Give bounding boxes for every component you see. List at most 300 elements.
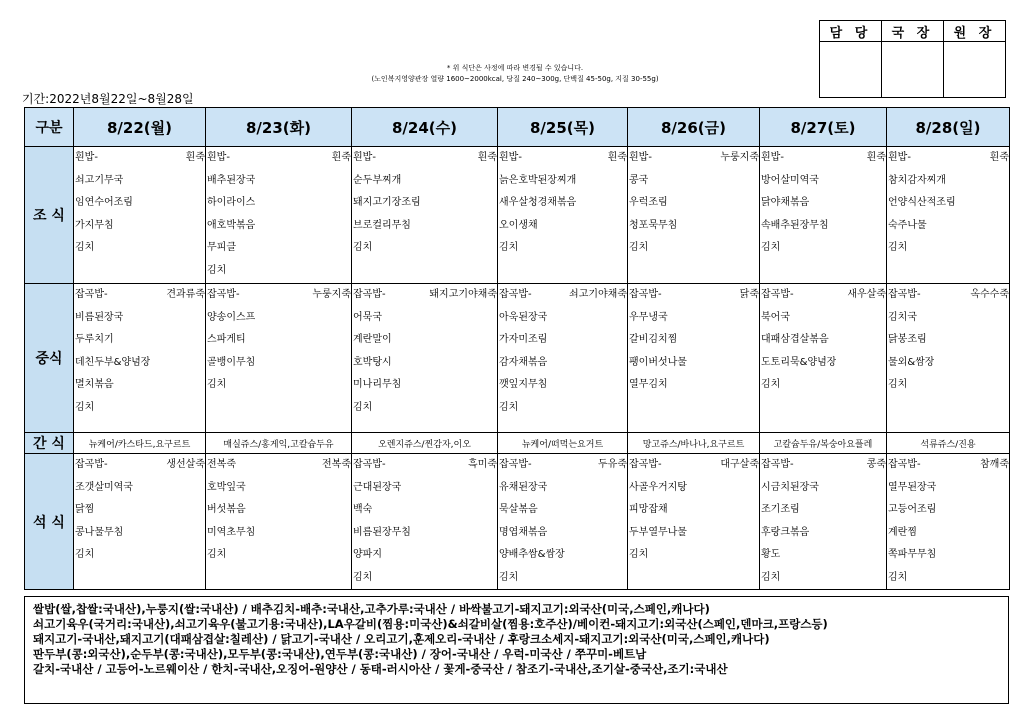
menu-item-text: 순두부찌개 (353, 174, 402, 186)
menu-item (888, 170, 1009, 193)
menu-item-text: 오이생채 (499, 219, 538, 231)
menu-item (629, 329, 759, 352)
signature-cell (820, 42, 882, 98)
menu-item (761, 352, 886, 375)
menu-cell (352, 147, 498, 284)
menu-item-text: 북어국 (761, 311, 790, 323)
date-header: 8/28(일) (887, 108, 1010, 147)
menu-item (888, 454, 1009, 477)
menu-item (761, 477, 886, 500)
menu-item (629, 544, 759, 567)
menu-item-text: 우럭조림 (629, 197, 668, 208)
menu-item (75, 307, 205, 330)
menu-item (629, 374, 759, 397)
menu-item-text: 잡곡밥- (353, 289, 386, 300)
menu-cell (74, 454, 206, 590)
menu-item (207, 307, 351, 330)
menu-item-text: 팽이버섯나물 (629, 356, 687, 368)
menu-item-text: 골뱅이무침 (207, 356, 256, 368)
menu-item (207, 170, 351, 193)
menu-item-text: 두루치기 (75, 334, 114, 345)
menu-item-text: 대구살죽 (720, 459, 759, 470)
menu-item (761, 237, 886, 260)
menu-item-text: 잡곡밥- (499, 459, 532, 470)
menu-item-text: 감자채볶음 (499, 356, 548, 368)
menu-item (207, 260, 351, 283)
menu-item (629, 170, 759, 193)
menu-item (499, 284, 627, 307)
menu-item (75, 237, 205, 260)
menu-item-text: 김치 (75, 401, 95, 413)
date-header: 8/22(월) (74, 108, 206, 147)
menu-item (499, 307, 627, 330)
menu-item-text: 열무된장국 (888, 481, 937, 493)
menu-item-text: 쇠고기야채죽 (569, 289, 627, 300)
menu-item-text: 양파지 (353, 549, 382, 560)
menu-item (499, 397, 627, 420)
menu-item-text: 백숙 (353, 504, 373, 515)
menu-item (353, 307, 497, 330)
menu-item-text: 흰밥- (629, 152, 652, 163)
origin-line: 쇠고기육우(국거리:국내산),쇠고기육우(불고기용:국내산),LA우갈비(찜용:미국산)&쇠갈비살(찜용:호주산)/베이컨-돼지고기:외국산(스페인,덴마크,프랑스등) (33, 617, 828, 631)
menu-item (353, 329, 497, 352)
date-header: 8/24(수) (352, 108, 498, 147)
snack-cell: 고칼슘두유/복숭아요플레 (760, 433, 887, 454)
menu-item (499, 522, 627, 545)
menu-item-text: 계란말이 (353, 334, 392, 345)
origin-line: 돼지고기-국내산,돼지고기(대패삼겹살:칠레산) / 닭고기-국내산 / 오리고기,훈제오리-국내산 / 후랑크소세지-돼지고기:외국산(미국,스페인,캐나다) (33, 632, 770, 646)
menu-item-text: 어묵국 (353, 311, 382, 323)
menu-cell (498, 147, 628, 284)
menu-item-text: 호박잎국 (207, 481, 246, 493)
origin-line: 쌀밥(쌀,찹쌀:국내산),누룽지(쌀:국내산) / 배추김치-배추:국내산,고추가루:국내산 / 바싹불고기-돼지고기:외국산(미국,스페인,캐나다) (33, 602, 710, 616)
menu-item-text: 쇠고기무국 (75, 174, 124, 186)
menu-item (353, 170, 497, 193)
menu-cell (206, 147, 352, 284)
menu-item (761, 329, 886, 352)
menu-item-text: 묵살볶음 (499, 504, 538, 515)
menu-item (499, 567, 627, 590)
menu-item (761, 307, 886, 330)
menu-item-text: 쪽파무무침 (888, 549, 937, 560)
menu-item-text: 언양식산적조림 (888, 197, 956, 208)
menu-item (629, 215, 759, 238)
menu-item-text: 비름된장무침 (353, 526, 411, 538)
menu-item-text: 새우살청경채볶음 (499, 197, 577, 208)
menu-cell (887, 284, 1010, 433)
signature-cell (944, 42, 1006, 98)
menu-item-text: 흰죽 (185, 152, 205, 163)
menu-item-text: 사골우거지탕 (629, 481, 687, 493)
category-breakfast: 조 식 (25, 147, 74, 284)
menu-item-text: 김치 (75, 549, 95, 560)
date-header: 8/25(목) (498, 108, 628, 147)
menu-item (207, 329, 351, 352)
menu-item (888, 477, 1009, 500)
date-header: 8/27(토) (760, 108, 887, 147)
menu-item-text: 물외&쌈장 (888, 356, 935, 368)
menu-item (629, 499, 759, 522)
menu-item-text: 김치 (629, 242, 649, 253)
menu-item-text: 대패삼겹살볶음 (761, 334, 829, 345)
menu-item-text: 흰죽 (331, 152, 351, 163)
menu-item (499, 544, 627, 567)
menu-item-text: 콩나물무침 (75, 526, 124, 538)
menu-item (888, 192, 1009, 215)
date-header: 8/23(화) (206, 108, 352, 147)
menu-item-text: 누룽지죽 (312, 289, 351, 300)
menu-cell (887, 147, 1010, 284)
notice (300, 63, 730, 85)
menu-item (207, 215, 351, 238)
category-dinner: 석 식 (25, 454, 74, 590)
menu-item (629, 522, 759, 545)
menu-cell (760, 454, 887, 590)
menu-cell (352, 454, 498, 590)
menu-item-text: 잡곡밥- (499, 289, 532, 300)
menu-item-text: 콩죽 (866, 459, 886, 470)
menu-item (761, 215, 886, 238)
menu-item (888, 374, 1009, 397)
menu-item-text: 잡곡밥- (629, 459, 662, 470)
menu-item (499, 374, 627, 397)
menu-item-text: 계란찜 (888, 526, 917, 538)
menu-item-text: 흰밥- (888, 152, 911, 163)
menu-item (75, 374, 205, 397)
menu-item (761, 454, 886, 477)
menu-item-text: 돼지고기장조림 (353, 197, 421, 208)
menu-item-text: 전복죽 (322, 459, 351, 470)
menu-item (207, 192, 351, 215)
menu-item (629, 237, 759, 260)
menu-item (75, 284, 205, 307)
menu-item-text: 양배추쌈&쌈장 (499, 549, 565, 560)
menu-item-text: 방어살미역국 (761, 174, 819, 186)
menu-item-text: 무피클 (207, 242, 236, 253)
menu-item-text: 열무김치 (629, 379, 668, 390)
menu-cell (74, 284, 206, 433)
menu-item-text: 두유죽 (598, 459, 627, 470)
approval-label: 원 장 (944, 21, 1006, 42)
menu-item-text: 멸치볶음 (75, 379, 114, 390)
menu-item (629, 477, 759, 500)
menu-cell (74, 147, 206, 284)
category-lunch: 중식 (25, 284, 74, 433)
menu-item-text: 닭야채볶음 (761, 197, 810, 208)
menu-item (629, 192, 759, 215)
menu-item-text: 김치 (353, 242, 373, 253)
menu-item-text: 흰밥- (75, 152, 98, 163)
menu-item-text: 닭죽 (739, 289, 759, 300)
menu-item-text: 비름된장국 (75, 311, 124, 323)
menu-item (888, 215, 1009, 238)
menu-item-text: 애호박볶음 (207, 219, 256, 231)
menu-item-text: 잡곡밥- (353, 459, 386, 470)
menu-item (888, 567, 1009, 590)
menu-item (761, 284, 886, 307)
menu-item-text: 김치 (888, 242, 908, 253)
menu-item-text: 김치 (761, 242, 781, 253)
menu-cell (628, 147, 760, 284)
snack-cell: 뉴케어/카스타드,요구르트 (74, 433, 206, 454)
menu-item (761, 499, 886, 522)
menu-item (499, 477, 627, 500)
menu-item-text: 잡곡밥- (75, 459, 108, 470)
menu-item (353, 215, 497, 238)
menu-item (75, 329, 205, 352)
origin-line: 갈치-국내산 / 고등어-노르웨이산 / 한치-국내산,오징어-원양산 / 동태-러시아산 / 꽃게-중국산 / 참조기-국내산,조기살-중국산,조기:국내산 (33, 662, 728, 676)
menu-item (207, 237, 351, 260)
menu-item-text: 황도 (761, 549, 781, 560)
menu-item-text: 흰죽 (477, 152, 497, 163)
menu-item-text: 흑미죽 (468, 459, 497, 470)
menu-item (207, 284, 351, 307)
menu-item (888, 237, 1009, 260)
approval-box (819, 20, 1006, 98)
menu-item (353, 397, 497, 420)
menu-item-text: 잡곡밥- (761, 289, 794, 300)
menu-item (207, 522, 351, 545)
menu-item-text: 피망잡채 (629, 504, 668, 515)
menu-item-text: 흰죽 (989, 152, 1009, 163)
menu-item-text: 생선살죽 (166, 459, 205, 470)
menu-item-text: 잡곡밥- (75, 289, 108, 300)
menu-item (499, 454, 627, 477)
menu-item-text: 김치 (207, 264, 227, 276)
menu-item (353, 237, 497, 260)
menu-item-text: 유채된장국 (499, 481, 548, 493)
menu-item (761, 374, 886, 397)
snack-cell: 매실쥬스/홍게익,고칼슘두유 (206, 433, 352, 454)
menu-item-text: 고등어조림 (888, 504, 937, 515)
menu-item-text: 흰밥- (207, 152, 230, 163)
menu-item (499, 329, 627, 352)
menu-item (761, 567, 886, 590)
menu-item (629, 352, 759, 375)
menu-item-text: 깻잎지무침 (499, 379, 548, 390)
menu-cell (887, 454, 1010, 590)
menu-cell (760, 147, 887, 284)
menu-item (207, 499, 351, 522)
menu-item-text: 조기조림 (761, 504, 800, 515)
period-label: 기간:2022년8월22일~8월28일 (22, 92, 194, 106)
menu-item-text: 잡곡밥- (888, 459, 921, 470)
menu-item-text: 시금치된장국 (761, 481, 819, 493)
notice-line: * 위 식단은 사정에 따라 변경될 수 있습니다. (446, 64, 584, 72)
menu-table (24, 107, 1010, 590)
menu-item (499, 237, 627, 260)
menu-item-text: 아욱된장국 (499, 311, 548, 323)
menu-item-text: 조갯살미역국 (75, 481, 133, 493)
menu-item-text: 후랑크볶음 (761, 526, 810, 538)
menu-item (75, 170, 205, 193)
menu-item (207, 374, 351, 397)
menu-item-text: 김치 (888, 571, 908, 583)
menu-item-text: 잡곡밥- (207, 289, 240, 300)
menu-item-text: 호박탕시 (353, 356, 392, 368)
menu-item (75, 454, 205, 477)
menu-item-text: 잡곡밥- (761, 459, 794, 470)
menu-item (353, 477, 497, 500)
menu-item (75, 499, 205, 522)
menu-item-text: 가자미조림 (499, 334, 548, 345)
menu-item (629, 454, 759, 477)
menu-item (888, 307, 1009, 330)
menu-item-text: 돼지고기야채죽 (429, 289, 497, 300)
menu-item (75, 215, 205, 238)
menu-item (207, 454, 351, 477)
menu-item (75, 522, 205, 545)
menu-item (353, 454, 497, 477)
menu-item (888, 499, 1009, 522)
menu-item-text: 닭봉조림 (888, 334, 927, 345)
menu-cell (498, 284, 628, 433)
menu-item (75, 192, 205, 215)
menu-item-text: 청포묵무침 (629, 219, 678, 231)
menu-item (75, 477, 205, 500)
menu-item-text: 흰죽 (866, 152, 886, 163)
menu-item (761, 192, 886, 215)
menu-item (207, 147, 351, 170)
menu-item (761, 544, 886, 567)
approval-label: 국 장 (882, 21, 944, 42)
menu-item-text: 하이라이스 (207, 197, 256, 208)
menu-item-text: 김치 (761, 379, 781, 390)
header-corner: 구분 (25, 108, 74, 147)
menu-item (499, 215, 627, 238)
menu-item-text: 미역초무침 (207, 526, 256, 538)
menu-item-text: 콩국 (629, 174, 649, 186)
menu-item-text: 참깨죽 (980, 459, 1009, 470)
menu-item (888, 329, 1009, 352)
menu-item-text: 숙주나물 (888, 219, 927, 231)
menu-item-text: 김치 (353, 401, 373, 413)
menu-item-text: 닭찜 (75, 504, 95, 515)
menu-item-text: 버섯볶음 (207, 504, 246, 515)
menu-item (888, 147, 1009, 170)
menu-item (353, 567, 497, 590)
menu-item-text: 가지무침 (75, 219, 114, 231)
menu-item-text: 흰죽 (607, 152, 627, 163)
menu-item-text: 김치 (888, 379, 908, 390)
menu-item (888, 284, 1009, 307)
menu-item-text: 김치 (761, 571, 781, 583)
snack-cell: 망고쥬스/바나나,요구르트 (628, 433, 760, 454)
menu-item-text: 브로컬리무침 (353, 219, 411, 231)
menu-cell (498, 454, 628, 590)
menu-item (499, 192, 627, 215)
menu-item-text: 우무냉국 (629, 311, 668, 323)
menu-item (353, 544, 497, 567)
menu-item (629, 307, 759, 330)
date-header: 8/26(금) (628, 108, 760, 147)
menu-item-text: 김치 (499, 401, 519, 413)
menu-cell (628, 454, 760, 590)
menu-cell (760, 284, 887, 433)
menu-item-text: 김치 (75, 242, 95, 253)
menu-item-text: 옥수수죽 (970, 289, 1009, 300)
menu-item-text: 김치 (499, 571, 519, 583)
snack-cell: 오렌지쥬스/찐감자,이오 (352, 433, 498, 454)
menu-item (629, 147, 759, 170)
menu-cell (628, 284, 760, 433)
menu-item-text: 늙은호박된장찌개 (499, 174, 577, 186)
menu-item (353, 352, 497, 375)
menu-item-text: 잡곡밥- (888, 289, 921, 300)
menu-item-text: 김치 (207, 379, 227, 390)
menu-item-text: 갈비김치찜 (629, 334, 678, 345)
menu-item (888, 352, 1009, 375)
category-snack: 간 식 (25, 433, 74, 454)
menu-item (761, 147, 886, 170)
menu-item (499, 170, 627, 193)
menu-item-text: 흰밥- (353, 152, 376, 163)
menu-item-text: 근대된장국 (353, 481, 402, 493)
menu-item (75, 544, 205, 567)
menu-item-text: 전복죽 (207, 459, 236, 470)
menu-item (499, 352, 627, 375)
menu-item-text: 두부열무나물 (629, 526, 687, 538)
menu-item-text: 흰밥- (761, 152, 784, 163)
menu-item-text: 배추된장국 (207, 174, 256, 186)
menu-item-text: 양송이스프 (207, 311, 256, 323)
menu-item (888, 544, 1009, 567)
menu-cell (206, 284, 352, 433)
menu-item-text: 누룽지죽 (720, 152, 759, 163)
menu-item (353, 147, 497, 170)
menu-item-text: 데친두부&양념장 (75, 356, 151, 368)
menu-item (353, 522, 497, 545)
menu-item-text: 흰밥- (499, 152, 522, 163)
menu-item-text: 미나리무침 (353, 379, 402, 390)
menu-item-text: 명엽채볶음 (499, 526, 548, 538)
menu-item-text: 김치국 (888, 311, 917, 323)
menu-item (207, 352, 351, 375)
menu-item-text: 임연수어조림 (75, 197, 133, 208)
menu-item (499, 147, 627, 170)
menu-item (353, 192, 497, 215)
menu-item (353, 374, 497, 397)
menu-cell (352, 284, 498, 433)
menu-item (207, 477, 351, 500)
menu-item (629, 284, 759, 307)
menu-item (761, 170, 886, 193)
menu-item (499, 499, 627, 522)
menu-item-text: 김치 (629, 549, 649, 560)
signature-cell (882, 42, 944, 98)
menu-item (353, 499, 497, 522)
notice-line: (노인복지영양관장 열량 1600~2000kcal, 당질 240~300g, 단백질 45-50g, 지질 30-55g) (371, 75, 659, 83)
menu-item-text: 김치 (499, 242, 519, 253)
menu-item (75, 397, 205, 420)
menu-item (75, 352, 205, 375)
menu-item (75, 147, 205, 170)
menu-item (207, 544, 351, 567)
menu-item-text: 김치 (353, 571, 373, 583)
snack-cell: 뉴케어/떠먹는요거트 (498, 433, 628, 454)
menu-item (888, 522, 1009, 545)
menu-item (761, 522, 886, 545)
menu-item-text: 김치 (207, 549, 227, 560)
menu-item (353, 284, 497, 307)
menu-cell (206, 454, 352, 590)
menu-item-text: 견과류죽 (166, 289, 205, 300)
snack-cell: 석류쥬스/진용 (887, 433, 1010, 454)
origin-info (24, 596, 1009, 704)
menu-item-text: 스파게티 (207, 334, 246, 345)
menu-item-text: 도토리묵&양념장 (761, 356, 837, 368)
menu-item-text: 새우살죽 (847, 289, 886, 300)
